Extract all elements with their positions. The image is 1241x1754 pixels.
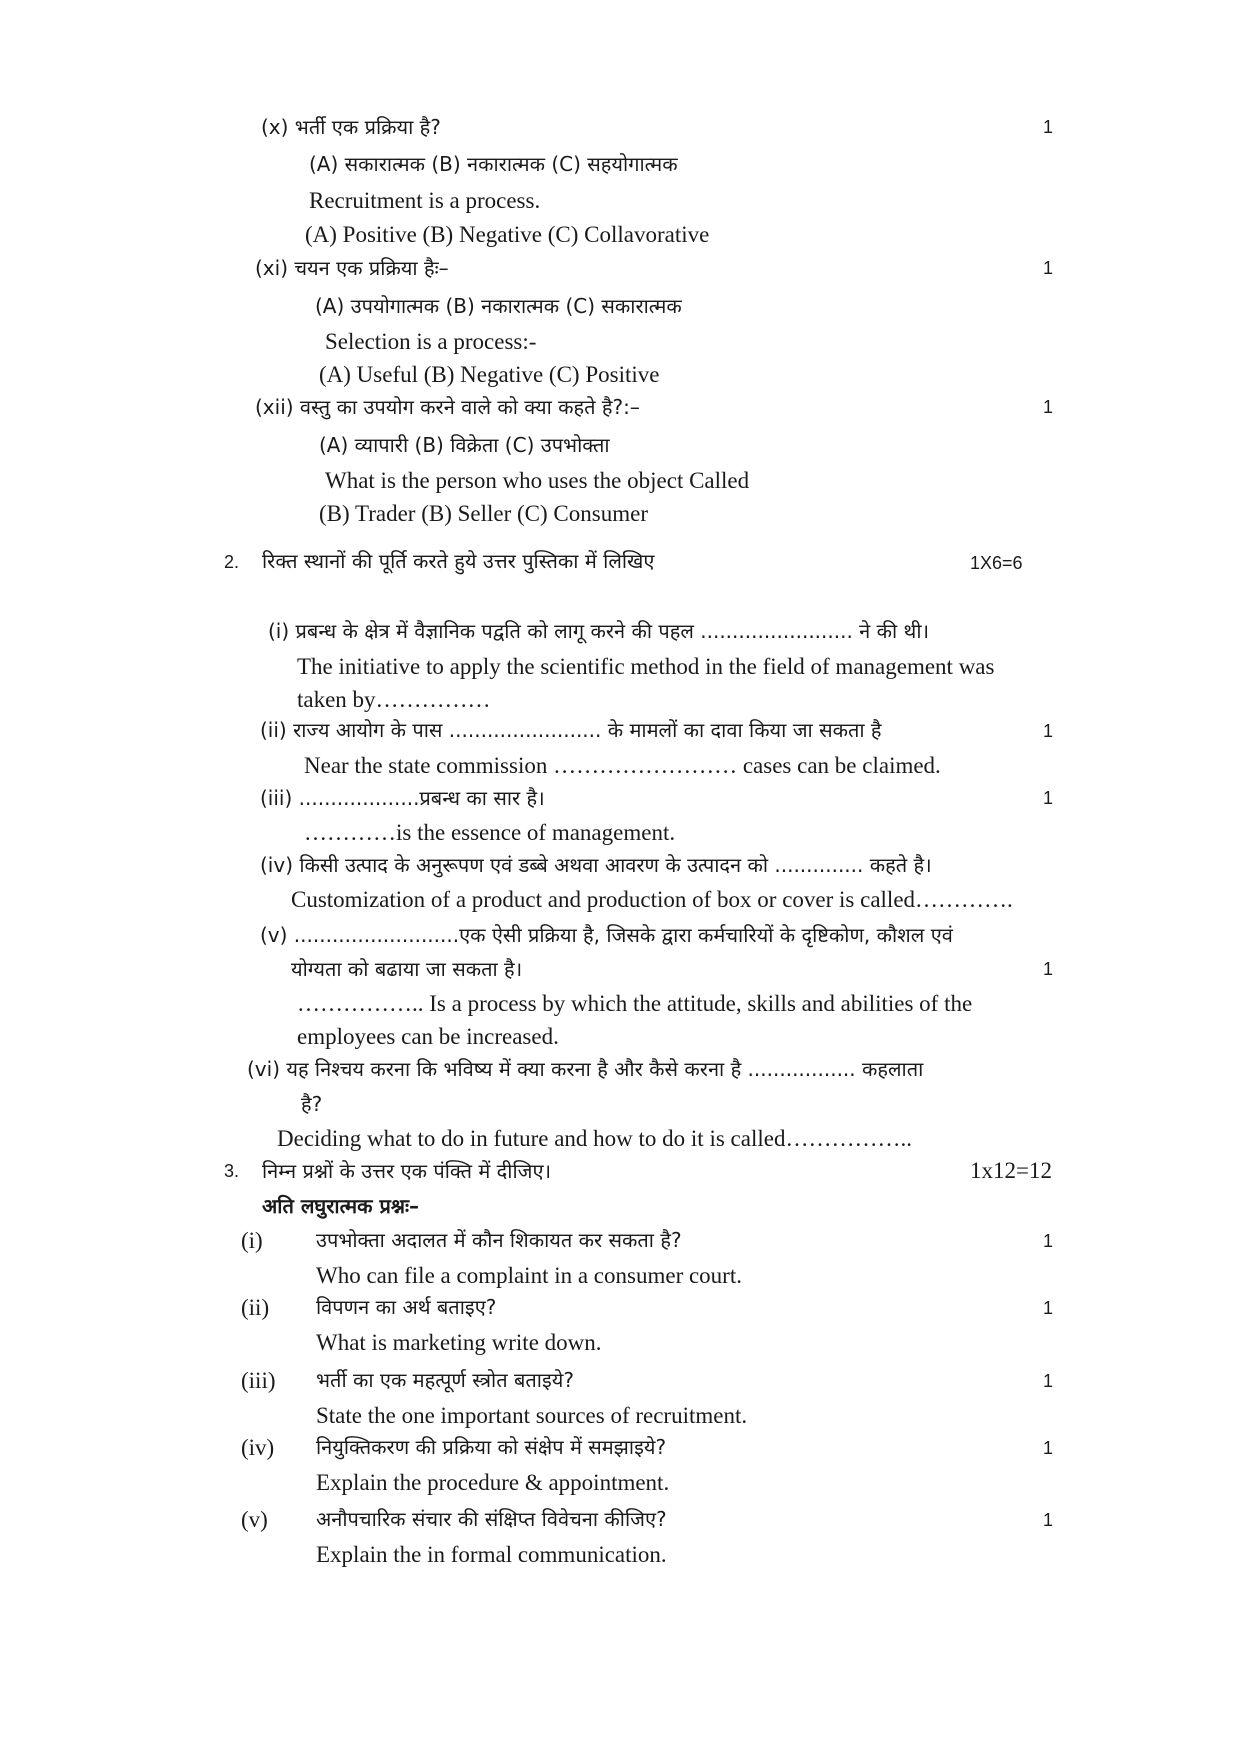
q10-hindi: (x) भर्ती एक प्रक्रिया है? [261, 115, 441, 139]
s2-i-english-2: taken by…………… [297, 687, 491, 712]
section3-heading: निम्न प्रश्नों के उत्तर एक पंक्ति में दीजिए। [262, 1159, 552, 1183]
s2-i-english-1: The initiative to apply the scientific method in the field of management was [297, 654, 995, 679]
section2-number: 2. [224, 552, 240, 572]
section3-number: 3. [224, 1161, 240, 1181]
s2-v-english-2: employees can be increased. [297, 1024, 559, 1049]
q10-hindi-options: (A) सकारात्मक (B) नकारात्मक (C) सहयोगात्मक [309, 152, 678, 176]
s3-q3-english: State the one important sources of recruitment. [316, 1403, 748, 1428]
s2-v-hindi-2: योग्यता को बढाया जा सकता है। [291, 957, 523, 981]
s2-iii-hindi: (iii) ...................प्रबन्ध का सार है। [260, 786, 545, 810]
section2-heading: रिक्त स्थानों की पूर्ति करते हुये उत्तर पुस्तिका में लिखिए [262, 549, 655, 573]
s2-ii-english: Near the state commission …………………… cases can be claimed. [304, 753, 941, 778]
q12-hindi-options: (A) व्यापारी (B) विक्रेता (C) उपभोक्ता [319, 433, 610, 457]
s2-v-marks: 1 [1043, 959, 1054, 979]
s3-q2-hindi: विपणन का अर्थ बताइए? [316, 1295, 497, 1319]
q11-english: Selection is a process:- [325, 329, 537, 354]
s2-iv-hindi: (iv) किसी उत्पाद के अनुरूपण एवं डब्बे अथवा आवरण के उत्पादन को .............. कहते है। [260, 853, 932, 877]
q10-english: Recruitment is a process. [309, 188, 541, 213]
s3-q5-english: Explain the in formal communication. [316, 1542, 667, 1567]
s2-vi-hindi-1: (vi) यह निश्चय करना कि भविष्य में क्या करना है और कैसे करना है ................. कहलाता [247, 1057, 924, 1081]
s3-q3-marks: 1 [1043, 1371, 1054, 1391]
s3-q2-english: What is marketing write down. [316, 1330, 602, 1355]
s3-q1-marks: 1 [1043, 1231, 1054, 1251]
s3-q4-hindi: नियुक्तिकरण की प्रक्रिया को संक्षेप में समझाइये? [316, 1435, 667, 1459]
s2-vi-hindi-2: है? [301, 1092, 323, 1116]
q11-hindi: (xi) चयन एक प्रक्रिया हैः– [255, 256, 449, 280]
s3-q3-hindi: भर्ती का एक महत्पूर्ण स्त्रोत बताइये? [316, 1368, 575, 1392]
q11-hindi-options: (A) उपयोगात्मक (B) नकारात्मक (C) सकारात्मक [315, 294, 682, 318]
s3-q5-number: (v) [241, 1507, 268, 1532]
q11-marks: 1 [1043, 258, 1054, 278]
s3-q5-marks: 1 [1043, 1510, 1054, 1530]
section3-marks: 1x12=12 [970, 1158, 1052, 1183]
s2-iv-english: Customization of a product and production of box or cover is called…………. [291, 887, 1013, 912]
s2-ii-marks: 1 [1043, 721, 1054, 741]
q12-english: What is the person who uses the object Called [325, 468, 750, 493]
section2-marks: 1X6=6 [970, 553, 1023, 573]
s2-v-hindi-1: (v) ..........................एक ऐसी प्रक्रिया है, जिसके द्वारा कर्मचारियों के दृष्टिकोण, कौशल एवं [260, 923, 953, 947]
q12-hindi: (xii) वस्तु का उपयोग करने वाले को क्या कहते है?:– [255, 395, 640, 419]
section3-subheading: अति लघुरात्मक प्रश्नः– [262, 1194, 420, 1218]
q10-english-options: (A) Positive (B) Negative (C) Collavorative [305, 222, 710, 247]
s3-q4-english: Explain the procedure & appointment. [316, 1470, 670, 1495]
s3-q1-english: Who can file a complaint in a consumer court. [316, 1263, 742, 1288]
s2-i-hindi: (i) प्रबन्ध के क्षेत्र में वैज्ञानिक पद्वति को लागू करने की पहल ........................ ने की थी। [268, 619, 930, 643]
s3-q5-hindi: अनौपचारिक संचार की संक्षिप्त विवेचना कीजिए? [316, 1507, 667, 1531]
s2-v-english-1: …………….. Is a process by which the attitude, skills and abilities of the [297, 991, 973, 1016]
s2-ii-hindi: (ii) राज्य आयोग के पास ........................ के मामलों का दावा किया जा सकता है [260, 718, 882, 742]
q11-english-options: (A) Useful (B) Negative (C) Positive [319, 362, 660, 387]
s3-q4-number: (iv) [241, 1435, 275, 1460]
s3-q1-hindi: उपभोक्ता अदालत में कौन शिकायत कर सकता है? [316, 1228, 682, 1252]
q12-english-options: (B) Trader (B) Seller (C) Consumer [319, 501, 648, 526]
s3-q2-number: (ii) [241, 1295, 270, 1320]
s2-iii-english: …………is the essence of management. [304, 820, 676, 845]
s2-vi-english: Deciding what to do in future and how to do it is called…………….. [277, 1126, 912, 1151]
q10-marks: 1 [1043, 117, 1054, 137]
s3-q2-marks: 1 [1043, 1298, 1054, 1318]
s3-q4-marks: 1 [1043, 1438, 1054, 1458]
s3-q1-number: (i) [241, 1228, 263, 1253]
s3-q3-number: (iii) [241, 1368, 276, 1393]
s2-iii-marks: 1 [1043, 788, 1054, 808]
q12-marks: 1 [1043, 397, 1054, 417]
